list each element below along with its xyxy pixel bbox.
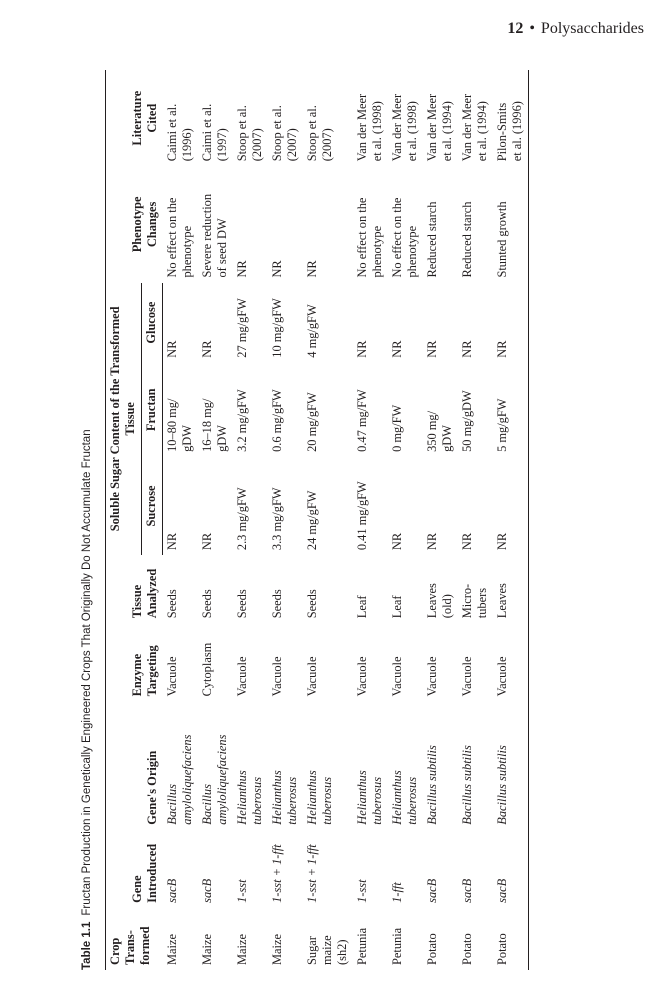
cell-gene: sacB <box>200 878 214 903</box>
table-row <box>388 70 423 970</box>
cell-glucose: 27 mg/gFW <box>235 298 249 358</box>
cell-gene: sacB <box>164 878 179 903</box>
cell-fructan: 350 mg/ gDW <box>425 410 454 452</box>
cell-origin: Helianthus tuberosus <box>390 770 419 825</box>
col-glucose: Glucose <box>142 283 163 363</box>
cell-gene: sacB <box>425 878 439 903</box>
cell-literature: Caimi et al. (1997) <box>200 103 229 162</box>
table-row <box>423 70 458 970</box>
cell-origin: Helianthus tuberosus <box>305 770 334 825</box>
col-literature: Literature Cited <box>106 70 163 166</box>
col-enzyme: Enzyme Targeting <box>106 623 163 701</box>
cell-sucrose: 24 mg/gFW <box>305 490 319 551</box>
cell-fructan: 0 mg/FW <box>390 404 404 452</box>
cell-phenotype: No effect on the phenotype <box>164 197 194 278</box>
cell-literature: Van der Meer et al. (1998) <box>390 93 419 162</box>
cell-enzyme: Vacuole <box>270 656 284 697</box>
cell-tissue: Seeds <box>235 589 249 619</box>
cell-literature: Van der Meer et al. (1998) <box>355 93 384 162</box>
cell-crop: Maize <box>164 934 179 965</box>
cell-glucose: NR <box>493 283 529 363</box>
cell-origin: Bacillus amyloliquefaciens <box>200 734 229 825</box>
cell-fructan: 0.47 mg/FW <box>355 389 369 452</box>
cell-crop: Potato <box>460 933 474 965</box>
cell-origin: Helianthus tuberosus <box>235 770 264 825</box>
cell-crop: Maize <box>235 934 249 965</box>
col-phenotype: Phenotype Changes <box>106 166 163 282</box>
cell-gene: sacB <box>493 830 529 908</box>
cell-tissue: Leaf <box>355 595 369 619</box>
cell-glucose: NR <box>390 340 404 358</box>
cell-literature: Stoop et al. (2007) <box>270 105 299 162</box>
cell-fructan: 20 mg/gFW <box>305 392 319 452</box>
fructan-table <box>105 70 529 970</box>
cell-crop: Petunia <box>390 927 404 965</box>
cell-sucrose: 0.41 mg/gFW <box>355 481 369 551</box>
cell-crop: Maize <box>270 934 284 965</box>
section-title: Polysaccharides <box>540 20 644 37</box>
cell-gene: 1-sst <box>235 879 249 903</box>
cell-crop: Petunia <box>355 927 369 965</box>
table-row <box>198 70 233 970</box>
cell-fructan: 50 mg/gDW <box>460 390 474 452</box>
cell-tissue: Seeds <box>305 589 319 619</box>
col-origin: Gene's Origin <box>106 701 163 829</box>
cell-sucrose: NR <box>460 532 474 551</box>
rotated-table-block <box>75 40 615 970</box>
cell-phenotype: NR <box>235 260 249 278</box>
cell-gene: 1-sst <box>355 879 369 903</box>
separator-dot: • <box>529 20 535 37</box>
cell-enzyme: Vacuole <box>164 656 179 697</box>
cell-tissue: Seeds <box>270 589 284 619</box>
cell-gene: sacB <box>460 878 474 903</box>
cell-glucose: NR <box>425 340 439 358</box>
cell-sucrose: NR <box>390 532 404 551</box>
cell-phenotype: No effect on the phenotype <box>355 197 384 278</box>
cell-glucose: 4 mg/gFW <box>305 304 319 358</box>
cell-tissue: Leaves <box>493 555 529 623</box>
cell-crop: Maize <box>200 934 214 965</box>
cell-origin: Helianthus tuberosus <box>355 770 384 825</box>
cell-gene: 1-sst + 1-fft <box>305 844 319 903</box>
cell-enzyme: Vacuole <box>305 656 319 697</box>
cell-phenotype: Severe reduction of seed DW <box>200 193 229 278</box>
cell-phenotype: NR <box>270 260 284 278</box>
cell-tissue: Leaf <box>390 595 404 619</box>
cell-glucose: NR <box>165 340 179 358</box>
cell-fructan: 0.6 mg/gFW <box>270 389 284 452</box>
cell-crop: Potato <box>493 908 529 970</box>
cell-origin: Helianthus tuberosus <box>270 770 299 825</box>
cell-origin: Bacillus subtilis <box>460 745 474 825</box>
cell-enzyme: Vacuole <box>425 656 439 697</box>
table-title: Fructan Production in Genetically Engineered Crops That Originally Do Not Accumulate Fructan <box>81 429 93 916</box>
cell-phenotype: Reduced starch <box>460 201 474 278</box>
cell-glucose: NR <box>355 340 369 358</box>
table-row <box>163 70 199 970</box>
cell-glucose: 10 mg/gFW <box>270 298 284 358</box>
cell-phenotype: NR <box>305 260 319 278</box>
table-row <box>303 70 353 970</box>
cell-literature: Stoop et al. (2007) <box>305 105 334 162</box>
cell-origin: Bacillus amyloliquefaciens <box>164 734 194 825</box>
col-crop: Crop Trans- formed <box>106 908 163 970</box>
cell-enzyme: Vacuole <box>355 656 369 697</box>
page-number: 12 <box>507 20 524 37</box>
cell-enzyme: Vacuole <box>460 656 474 697</box>
cell-sucrose: 2.3 mg/gFW <box>235 487 249 551</box>
cell-gene: 1-sst + 1-fft <box>270 844 284 903</box>
cell-tissue: Seeds <box>164 589 179 619</box>
cell-literature: Pilon-Smits et al. (1996) <box>493 70 529 166</box>
cell-fructan: 5 mg/gFW <box>493 363 529 457</box>
cell-glucose: NR <box>460 340 474 358</box>
cell-literature: Van der Meer et al. (1994) <box>460 93 489 162</box>
col-gene: Gene Introduced <box>106 830 163 908</box>
table-row <box>353 70 388 970</box>
col-group-sugar: Soluble Sugar Content of the Transformed Tissue <box>106 283 142 556</box>
cell-phenotype: No effect on the phenotype <box>390 197 419 278</box>
cell-fructan: 16–18 mg/ gDW <box>200 398 229 452</box>
cell-literature: Van der Meer et al. (1994) <box>425 93 454 162</box>
cell-tissue: Leaves (old) <box>425 583 454 619</box>
col-fructan: Fructan <box>142 363 163 457</box>
cell-enzyme: Vacuole <box>235 656 249 697</box>
cell-enzyme: Vacuole <box>493 623 529 701</box>
table-row <box>233 70 268 970</box>
table-label: Table 1.1 <box>81 921 93 970</box>
cell-crop: Sugar maize (sh2) <box>305 935 349 965</box>
cell-literature: Caimi et al. (1996) <box>164 103 194 162</box>
cell-enzyme: Cytoplasm <box>200 642 214 697</box>
cell-sucrose: 3.3 mg/gFW <box>270 487 284 551</box>
cell-glucose: NR <box>200 340 214 358</box>
table-row <box>268 70 303 970</box>
table-caption <box>81 429 93 970</box>
cell-enzyme: Vacuole <box>390 656 404 697</box>
cell-origin: Bacillus subtilis <box>493 701 529 829</box>
cell-phenotype: Reduced starch <box>425 201 439 278</box>
cell-phenotype: Stunted growth <box>493 166 529 282</box>
table-body <box>163 70 529 970</box>
cell-tissue: Seeds <box>200 589 214 619</box>
cell-sucrose: NR <box>200 532 214 551</box>
cell-crop: Potato <box>425 933 439 965</box>
cell-sucrose: NR <box>165 532 179 551</box>
running-head <box>507 20 644 38</box>
cell-sucrose: NR <box>425 532 439 551</box>
col-sucrose: Sucrose <box>142 457 163 555</box>
table-row <box>458 70 493 970</box>
cell-fructan: 3.2 mg/gFW <box>235 389 249 452</box>
cell-sucrose: NR <box>493 457 529 555</box>
col-tissue: Tissue Analyzed <box>106 555 163 623</box>
cell-gene: 1-fft <box>390 882 404 903</box>
cell-literature: Stoop et al. (2007) <box>235 105 264 162</box>
cell-origin: Bacillus subtilis <box>425 745 439 825</box>
cell-tissue: Micro- tubers <box>460 583 489 619</box>
cell-fructan: 10–80 mg/ gDW <box>165 398 194 452</box>
table-row <box>493 70 529 970</box>
